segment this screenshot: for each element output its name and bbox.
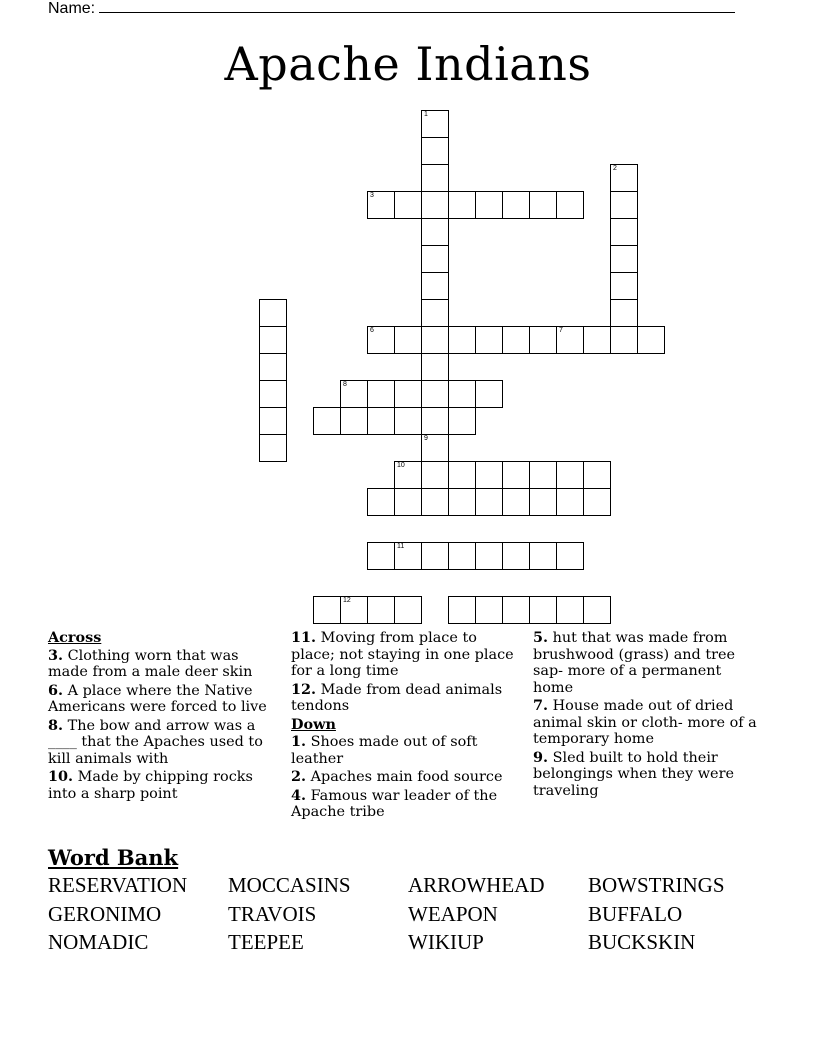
clue-down-9 [533,750,765,800]
grid-cell[interactable] [502,461,530,489]
clue-number: 5. [533,629,549,646]
word-bank-word: ARROWHEAD [408,873,545,897]
clue-number: 4. [291,786,307,804]
name-label: Name: [48,0,96,17]
grid-cell[interactable] [475,596,503,624]
grid-cell[interactable] [367,407,395,435]
clues-column-3 [533,630,765,801]
grid-cell[interactable] [421,434,449,462]
grid-cell[interactable] [367,326,395,354]
word-bank-word: BOWSTRINGS [588,873,725,897]
cell-number: 12 [343,597,351,604]
grid-cell[interactable] [340,596,368,624]
grid-cell[interactable] [529,488,557,516]
cell-number: 1 [424,111,428,118]
cell-number: 6 [370,327,374,334]
grid-cell[interactable] [583,461,611,489]
grid-cell[interactable] [394,191,422,219]
clue-down-2 [291,769,517,786]
grid-cell[interactable] [448,407,476,435]
grid-cell[interactable] [259,353,287,381]
clue-text: Famous war leader of the Apache tribe [291,787,498,820]
clues-column-2 [291,630,517,823]
grid-cell[interactable] [583,488,611,516]
word-bank-word: BUFFALO [588,901,683,926]
grid-cell[interactable] [637,326,665,354]
grid-cell[interactable] [448,326,476,354]
clue-text: The bow and arrow was a ____ that the Apaches used to kill animals with [48,717,263,767]
grid-cell[interactable] [421,380,449,408]
clue-across-10 [48,769,280,802]
clue-text: House made out of dried animal skin or cloth- more of a temporary home [533,698,757,747]
word-bank-word: NOMADIC [48,930,149,954]
grid-cell[interactable] [610,164,638,192]
clue-down-4 [291,788,517,821]
grid-cell[interactable] [475,488,503,516]
grid-cell[interactable] [313,596,341,624]
cell-number: 2 [613,165,617,172]
grid-cell[interactable] [610,299,638,327]
clue-number: 3. [48,646,64,664]
clue-number: 6. [48,681,64,699]
grid-cell[interactable] [475,326,503,354]
grid-cell[interactable] [421,461,449,489]
grid-cell[interactable] [502,191,530,219]
grid-cell[interactable] [367,191,395,219]
grid-cell[interactable] [475,542,503,570]
grid-cell[interactable] [475,191,503,219]
word-bank-word: RESERVATION [48,873,188,897]
cell-number: 7 [559,327,563,334]
grid-cell[interactable] [448,488,476,516]
clue-number: 11. [291,629,317,646]
word-bank-word: WEAPON [408,901,498,926]
grid-cell[interactable] [394,380,422,408]
clue-across-12 [291,682,517,715]
grid-cell[interactable] [610,326,638,354]
grid-cell[interactable] [340,380,368,408]
grid-cell[interactable] [394,461,422,489]
grid-cell[interactable] [367,596,395,624]
grid-cell[interactable] [421,137,449,165]
clue-text: Moving from place to place; not staying in one place for a long time [291,630,514,679]
grid-cell[interactable] [367,488,395,516]
grid-cell[interactable] [529,596,557,624]
grid-cell[interactable] [421,218,449,246]
grid-cell[interactable] [475,461,503,489]
word-bank-word: MOCCASINS [228,873,351,897]
grid-cell[interactable] [394,407,422,435]
grid-cell[interactable] [259,326,287,354]
grid-cell[interactable] [421,245,449,273]
clue-down-5 [533,630,765,696]
grid-cell[interactable] [475,380,503,408]
grid-cell[interactable] [556,542,584,570]
grid-cell[interactable] [259,299,287,327]
grid-cell[interactable] [421,407,449,435]
grid-cell[interactable] [556,191,584,219]
clue-number: 1. [291,733,307,750]
clue-across-8 [48,718,280,768]
grid-cell[interactable] [448,542,476,570]
grid-cell[interactable] [421,110,449,138]
cell-number: 9 [424,435,428,442]
grid-cell[interactable] [421,299,449,327]
grid-cell[interactable] [556,326,584,354]
word-bank-word: TRAVOIS [228,901,317,926]
word-bank-word: BUCKSKIN [588,930,696,954]
grid-cell[interactable] [448,596,476,624]
grid-cell[interactable] [421,272,449,300]
clue-number: 8. [48,716,64,734]
grid-cell[interactable] [529,191,557,219]
cell-number: 11 [397,543,405,550]
grid-cell[interactable] [421,164,449,192]
clues-column-1 [48,630,280,804]
word-bank-word: WIKIUP [408,930,484,954]
cell-number: 3 [370,192,374,199]
grid-cell[interactable] [367,542,395,570]
grid-cell[interactable] [259,380,287,408]
clue-across-3 [48,648,280,681]
grid-cell[interactable] [421,326,449,354]
grid-cell[interactable] [502,596,530,624]
grid-cell[interactable] [529,326,557,354]
grid-cell[interactable] [583,326,611,354]
grid-cell[interactable] [421,488,449,516]
clue-number: 10. [48,768,74,785]
clue-text: hut that was made from brushwood (grass) and tree sap- more of a permanent home [533,630,736,696]
clue-text: Clothing worn that was made from a male deer skin [48,647,253,680]
clue-down-7 [533,698,765,748]
clue-number: 7. [533,697,549,714]
word-bank-title: Word Bank [48,845,179,870]
grid-cell[interactable] [610,272,638,300]
grid-cell[interactable] [529,461,557,489]
grid-cell[interactable] [448,380,476,408]
grid-cell[interactable] [421,353,449,381]
grid-cell[interactable] [367,380,395,408]
grid-cell[interactable] [502,542,530,570]
grid-cell[interactable] [340,407,368,435]
word-bank-word: GERONIMO [48,901,162,926]
clue-text: Sled built to hold their belongings when they were traveling [533,749,734,799]
clue-across-11 [291,630,517,680]
grid-cell[interactable] [421,191,449,219]
grid-cell[interactable] [448,461,476,489]
word-bank-word: TEEPEE [228,930,304,954]
grid-cell[interactable] [394,326,422,354]
grid-cell[interactable] [556,596,584,624]
grid-cell[interactable] [556,461,584,489]
grid-cell[interactable] [394,596,422,624]
cell-number: 10 [397,462,405,469]
grid-cell[interactable] [610,191,638,219]
grid-cell[interactable] [313,407,341,435]
grid-cell[interactable] [502,488,530,516]
clue-number: 9. [533,748,549,766]
grid-cell[interactable] [394,542,422,570]
grid-cell[interactable] [259,407,287,435]
grid-cell[interactable] [448,191,476,219]
cell-number: 8 [343,381,347,388]
grid-cell[interactable] [502,326,530,354]
clue-across-6 [48,683,280,716]
word-bank [48,873,788,959]
grid-cell[interactable] [610,218,638,246]
grid-cell[interactable] [610,245,638,273]
grid-cell[interactable] [583,596,611,624]
clue-text: A place where the Native Americans were forced to live [48,682,267,715]
grid-cell[interactable] [259,434,287,462]
clue-text: Shoes made out of soft leather [291,734,478,767]
grid-cell[interactable] [529,542,557,570]
down-heading: Down [291,715,336,733]
across-heading: Across [48,629,102,646]
clue-text: Made by chipping rocks into a sharp point [48,769,253,802]
clue-number: 12. [291,680,317,698]
clue-text: Made from dead animals tendons [291,681,503,714]
clue-down-1 [291,734,517,767]
clue-text: Apaches main food source [310,769,503,785]
grid-cell[interactable] [556,488,584,516]
grid-cell[interactable] [421,542,449,570]
clue-number: 2. [291,768,307,785]
page-title: Apache Indians [224,37,592,91]
grid-cell[interactable] [394,488,422,516]
